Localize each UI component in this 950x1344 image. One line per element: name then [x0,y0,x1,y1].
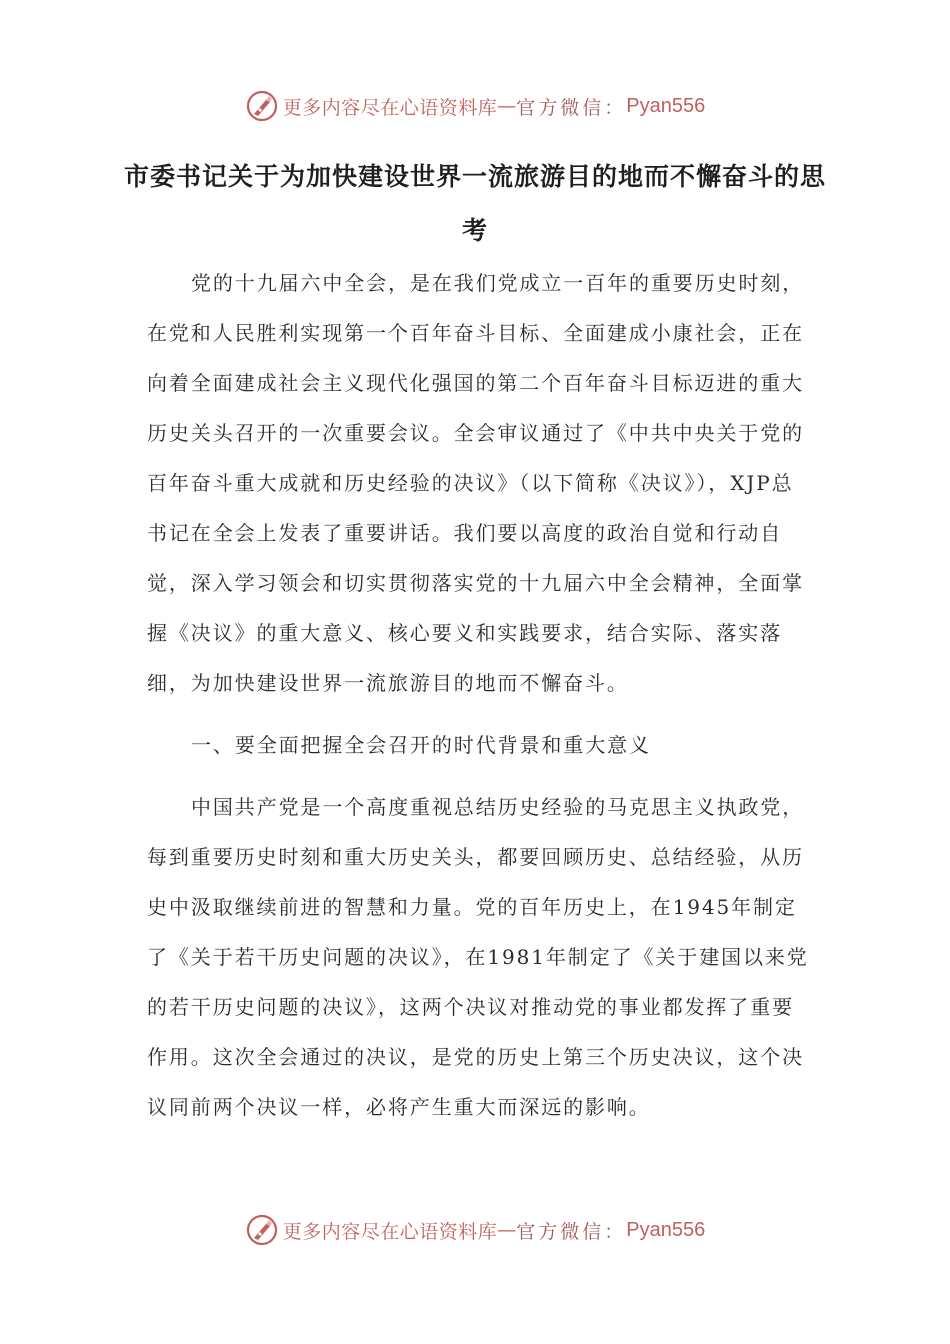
body-paragraph: 党的十九届六中全会，是在我们党成立一百年的重要历史时刻，在党和人民胜利实现第一个百年奋斗目标、全面建成小康社会，正在向着全面建成社会主义现代化强国的第二个百年奋斗目标迈进的重大历史关头召开的一次重要会议。全会审议通过了《中共中央关于党的百年奋斗重大成就和历史经验的决议》（以下简称《决议》），XJP总书记在全会上发表了重要讲话。我们要以高度的政治自觉和行动自觉，深入学习领会和切实贯彻落实党的十九届六中全会精神，全面掌握《决议》的重大意义、核心要义和实践要求，结合实际、落实落细，为加快建设世界一流旅游目的地而不懈奋斗。 [147,271,805,695]
pen-nib-logo-icon [245,89,279,123]
body-paragraph: 中国共产党是一个高度重视总结历史经验的马克思主义执政党，每到重要历史时刻和重大历史关头，都要回顾历史、总结经验，从历史中汲取继续前进的智慧和力量。党的百年历史上，在1945年制定了《关于若干历史问题的决议》，在1981年制定了《关于建国以来党的若干历史问题的决议》，这两个决议对推动党的事业都发挥了重要作用。这次全会通过的决议，是党的历史上第三个历史决议，这个决议同前两个决议一样，必将产生重大而深远的影响。 [147,795,809,1119]
banner-wechat-label: 官方微信： [516,96,627,119]
banner-wechat-id: Pyan556 [626,1218,706,1241]
header-watermark-banner [0,86,950,126]
pen-nib-logo-icon [245,1213,279,1247]
banner-dash: — [497,1219,517,1241]
banner-wechat-id: Pyan556 [626,94,706,117]
banner-wechat-label: 官方微信： [516,1220,627,1243]
banner-dash: — [497,95,517,117]
section-heading: 一、要全面把握全会召开的时代背景和重大意义 [191,733,651,757]
banner-lead-text: 更多内容尽在心语资料库 [282,96,498,119]
banner-lead-text: 更多内容尽在心语资料库 [282,1220,498,1243]
footer-watermark-banner [0,1210,950,1250]
document-title: 市委书记关于为加快建设世界一流旅游目的地而不懈奋斗的思考 [123,162,826,245]
